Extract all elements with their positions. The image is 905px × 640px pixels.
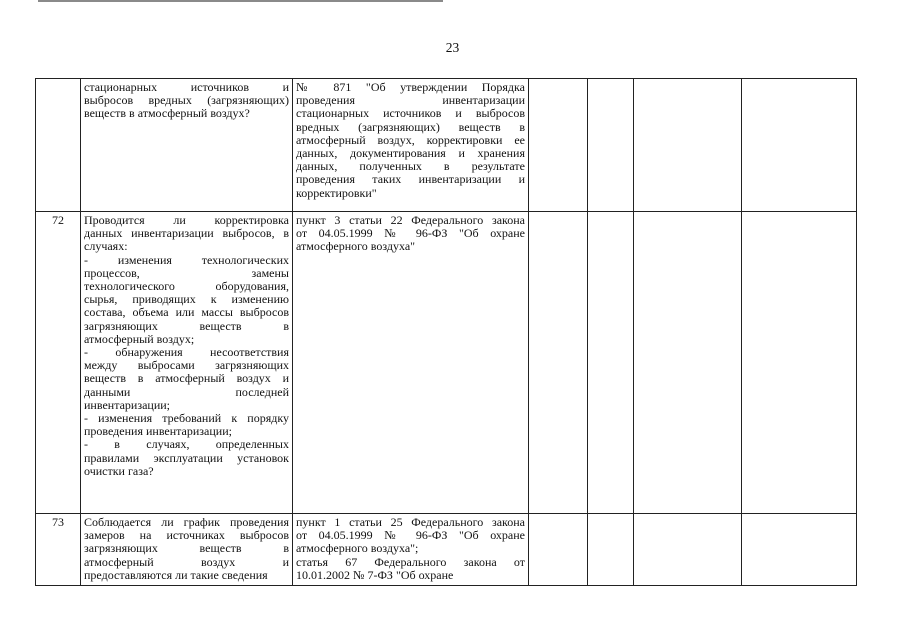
answer-yes-cell bbox=[529, 514, 588, 586]
answer-yes-cell bbox=[529, 79, 588, 212]
table-row bbox=[36, 212, 857, 514]
row-number: 73 bbox=[36, 514, 81, 586]
text-line: Проводится ли корректировка bbox=[84, 213, 289, 227]
text-line: статья 67 Федерального закона от bbox=[296, 554, 525, 569]
text-line: данными последней bbox=[84, 384, 289, 399]
text-line: правилами эксплуатации установок bbox=[84, 450, 289, 465]
text-line: проведения инвентаризации bbox=[296, 93, 525, 108]
requisites-cell bbox=[293, 79, 529, 212]
requisites-text bbox=[296, 214, 525, 254]
answer-no-cell bbox=[588, 79, 634, 212]
text-line: атмосферного воздуха" bbox=[296, 239, 416, 254]
requisites-cell bbox=[293, 514, 529, 586]
text-line: сырья, приводящих к изменению bbox=[84, 292, 289, 307]
text-line: стационарных источников и bbox=[84, 80, 289, 94]
not-applicable-cell bbox=[634, 514, 742, 586]
text-line: атмосферный воздух, корректировки ее bbox=[296, 132, 525, 147]
text-line: корректировки" bbox=[296, 185, 377, 200]
row-number bbox=[36, 79, 81, 212]
requisites-text bbox=[296, 516, 525, 582]
question-cell bbox=[81, 79, 293, 212]
text-line: - обнаружения несоответствия bbox=[84, 345, 289, 360]
answer-yes-cell bbox=[529, 212, 588, 514]
page-number: 23 bbox=[445, 40, 460, 55]
text-line: данных, документирования и хранения bbox=[296, 146, 525, 161]
text-line: очистки газа? bbox=[84, 463, 154, 478]
text-line: атмосферный воздух и bbox=[84, 554, 289, 569]
answer-no-cell bbox=[588, 212, 634, 514]
notes-cell bbox=[742, 514, 857, 586]
text-line: № 871 "Об утверждении Порядка bbox=[296, 80, 525, 94]
text-line: данных инвентаризации выбросов, в bbox=[84, 226, 289, 241]
requisites-text bbox=[296, 81, 525, 200]
answer-no-cell bbox=[588, 514, 634, 586]
table-row bbox=[36, 79, 857, 212]
text-line: замеров на источниках выбросов bbox=[84, 528, 289, 543]
requisites-cell bbox=[293, 212, 529, 514]
top-rule bbox=[38, 0, 443, 2]
text-line: от 04.05.1999 № 96-ФЗ "Об охране bbox=[296, 528, 525, 543]
notes-cell bbox=[742, 79, 857, 212]
text-line: веществ в атмосферный воздух и bbox=[84, 371, 289, 386]
text-line: состава, объема или массы выбросов bbox=[84, 305, 289, 320]
text-line: стационарных источников и выбросов bbox=[296, 106, 525, 121]
text-line: 10.01.2002 № 7-ФЗ "Об охране bbox=[296, 567, 454, 582]
text-line: выбросов вредных (загрязняющих) bbox=[84, 93, 289, 108]
question-text bbox=[84, 214, 289, 478]
text-line: вредных (загрязняющих) веществ в bbox=[296, 119, 525, 134]
text-line: веществ в атмосферный воздух? bbox=[84, 106, 250, 121]
text-line: предоставляются ли такие сведения bbox=[84, 567, 268, 582]
text-line: проведения таких инвентаризации и bbox=[296, 172, 525, 187]
text-line: атмосферный воздух; bbox=[84, 331, 195, 346]
text-line: Соблюдается ли график проведения bbox=[84, 515, 289, 529]
question-text bbox=[84, 516, 289, 582]
text-line: проведения инвентаризации; bbox=[84, 424, 232, 439]
text-line: от 04.05.1999 № 96-ФЗ "Об охране bbox=[296, 226, 525, 241]
question-cell bbox=[81, 514, 293, 586]
table-row bbox=[36, 514, 857, 586]
not-applicable-cell bbox=[634, 79, 742, 212]
question-cell bbox=[81, 212, 293, 514]
text-line: - изменения технологических bbox=[84, 252, 289, 267]
text-line: загрязняющих веществ в bbox=[84, 318, 289, 333]
text-line: пункт 3 статьи 22 Федерального закона bbox=[296, 213, 525, 227]
text-line: процессов, замены bbox=[84, 265, 289, 280]
row-number: 72 bbox=[36, 212, 81, 514]
text-line: - изменения требований к порядку bbox=[84, 411, 289, 426]
text-line: случаях: bbox=[84, 239, 128, 254]
notes-cell bbox=[742, 212, 857, 514]
text-line: инвентаризации; bbox=[84, 397, 170, 412]
checklist-table bbox=[35, 78, 857, 586]
question-text bbox=[84, 81, 289, 121]
text-line: загрязняющих веществ в bbox=[84, 541, 289, 556]
text-line: - в случаях, определенных bbox=[84, 437, 289, 452]
text-line: атмосферного воздуха"; bbox=[296, 541, 419, 556]
text-line: технологического оборудования, bbox=[84, 279, 289, 294]
text-line: данных, полученных в результате bbox=[296, 159, 525, 174]
not-applicable-cell bbox=[634, 212, 742, 514]
text-line: пункт 1 статьи 25 Федерального закона bbox=[296, 515, 525, 529]
text-line: между выбросами загрязняющих bbox=[84, 358, 289, 373]
